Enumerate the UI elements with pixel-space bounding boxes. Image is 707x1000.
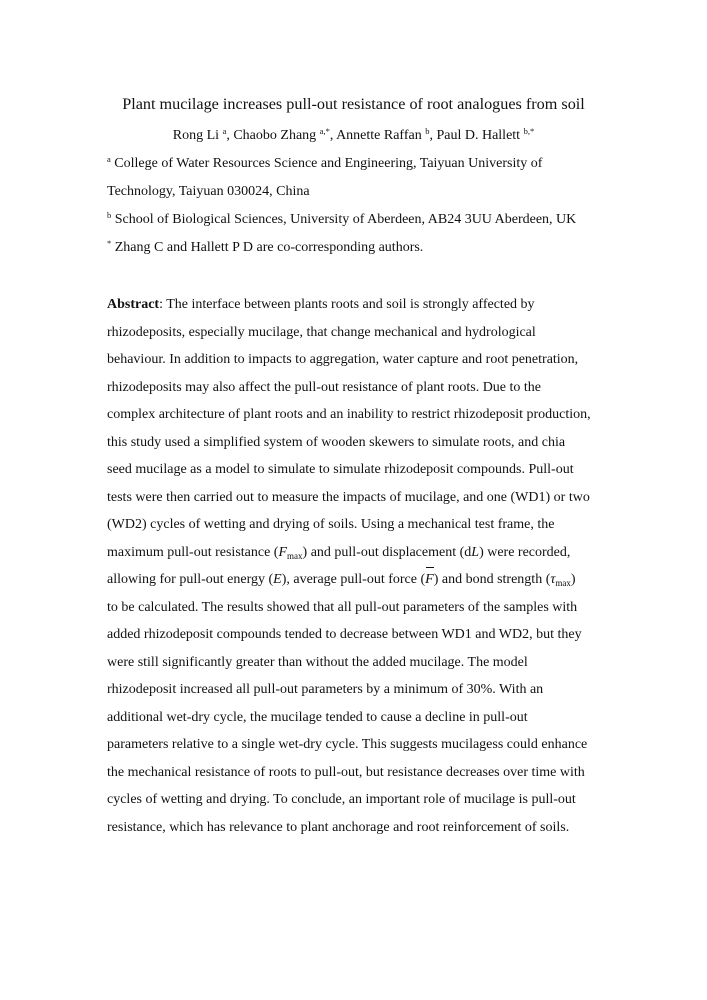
affiliation-mark: b — [107, 210, 112, 220]
abstract-line: rhizodeposits may also affect the pull-out resistance of plant roots. Due to the — [107, 379, 542, 395]
affiliation-text: Technology, Taiyuan 030024, China — [107, 184, 310, 199]
tau-subscript: max — [555, 578, 571, 588]
affiliation-mark: a — [107, 154, 111, 164]
average-force-symbol: F — [425, 566, 434, 594]
note-mark: * — [107, 238, 112, 248]
affiliation-a — [107, 155, 542, 173]
author-list: Rong Li $^a$, Chaobo Zhang $^{a,*}$, Annette Raffan $^b$, Paul D. Hallett $^{b,*}$ — [172, 126, 535, 143]
fmax-symbol: F — [278, 544, 288, 560]
affiliation-b — [107, 211, 576, 229]
abstract-line: seed mucilage as a model to simulate to simulate rhizodeposit compounds. Pull-out — [107, 462, 574, 477]
abstract-text: ) and bond strength ( — [433, 572, 551, 587]
affiliation-text: College of Water Resources Science and Engineering, Taiyuan University of — [114, 156, 543, 171]
abstract-line: this study used a simplified system of wooden skewers to simulate roots, and chia — [107, 434, 566, 450]
abstract-text: maximum pull-out resistance ( — [107, 544, 279, 560]
abstract-line: resistance, which has relevance to plant anchorage and root reinforcement of soils. — [107, 819, 570, 835]
abstract-text: : The interface between plants roots and soil is strongly affected by — [159, 297, 535, 312]
dl-symbol: L — [471, 544, 480, 560]
abstract-text: ) — [570, 572, 576, 587]
abstract-line: added rhizodeposit compounds tended to decrease between WD1 and WD2, but they — [107, 627, 582, 642]
abstract-line — [107, 291, 607, 319]
abstract-line: tests were then carried out to measure the impacts of mucilage, and one (WD1) or two — [107, 489, 590, 505]
abstract-text: ), average pull-out force ( — [281, 572, 426, 587]
abstract-line: were still significantly greater than without the added mucilage. The model — [107, 654, 528, 670]
abstract-text: ) and pull-out displacement (d — [302, 544, 472, 560]
abstract-heading: Abstract — [107, 297, 160, 312]
abstract-line: additional wet-dry cycle, the mucilage tended to cause a decline in pull-out — [107, 709, 528, 725]
abstract — [107, 291, 607, 841]
abstract-text: ) were recorded, — [479, 544, 571, 560]
affiliation-text: School of Biological Sciences, University of Aberdeen, AB24 3UU Aberdeen, UK — [114, 212, 577, 227]
tau-symbol: τ — [550, 572, 556, 587]
abstract-line: complex architecture of plant roots and an inability to restrict rhizodeposit production, — [107, 407, 591, 422]
author-affiliation-mark: b — [425, 126, 430, 136]
abstract-line: behaviour. In addition to impacts to aggregation, water capture and root penetration, — [107, 352, 579, 367]
abstract-line: rhizodeposit increased all pull-out parameters by a minimum of 30%. With an — [107, 682, 544, 697]
fmax-subscript: max — [287, 550, 303, 561]
abstract-line: parameters relative to a single wet-dry cycle. This suggests mucilagess could enhance — [107, 737, 588, 752]
author-name: Paul D. Hallett — [436, 128, 521, 143]
abstract-line: rhizodeposits, especially mucilage, that change mechanical and hydrological — [107, 324, 536, 340]
note-text: Zhang C and Hallett P D are co-corresponding authors. — [114, 240, 424, 255]
abstract-line — [107, 566, 607, 594]
author-name: Rong Li — [172, 128, 220, 143]
author-name: Chaobo Zhang — [233, 128, 317, 143]
affiliation-a-continued — [107, 183, 310, 201]
corresponding-note — [107, 239, 423, 257]
author-affiliation-mark: a — [222, 126, 227, 136]
author-name: Annette Raffan — [336, 128, 422, 143]
abstract-text: allowing for pull-out energy ( — [107, 572, 274, 587]
abstract-line: cycles of wetting and drying. To conclude, an important role of mucilage is pull-out — [107, 792, 576, 807]
abstract-line: (WD2) cycles of wetting and drying of soils. Using a mechanical test frame, the — [107, 517, 555, 532]
abstract-line: to be calculated. The results showed that all pull-out parameters of the samples with — [107, 599, 578, 615]
abstract-line: the mechanical resistance of roots to pull-out, but resistance decreases over time with — [107, 764, 585, 780]
author-affiliation-mark: a,* — [319, 126, 330, 136]
paper-title: Plant mucilage increases pull-out resistance of root analogues from soil — [122, 95, 585, 113]
energy-symbol: E — [273, 572, 282, 587]
abstract-line — [107, 539, 607, 567]
author-affiliation-mark: b,* — [523, 126, 535, 136]
